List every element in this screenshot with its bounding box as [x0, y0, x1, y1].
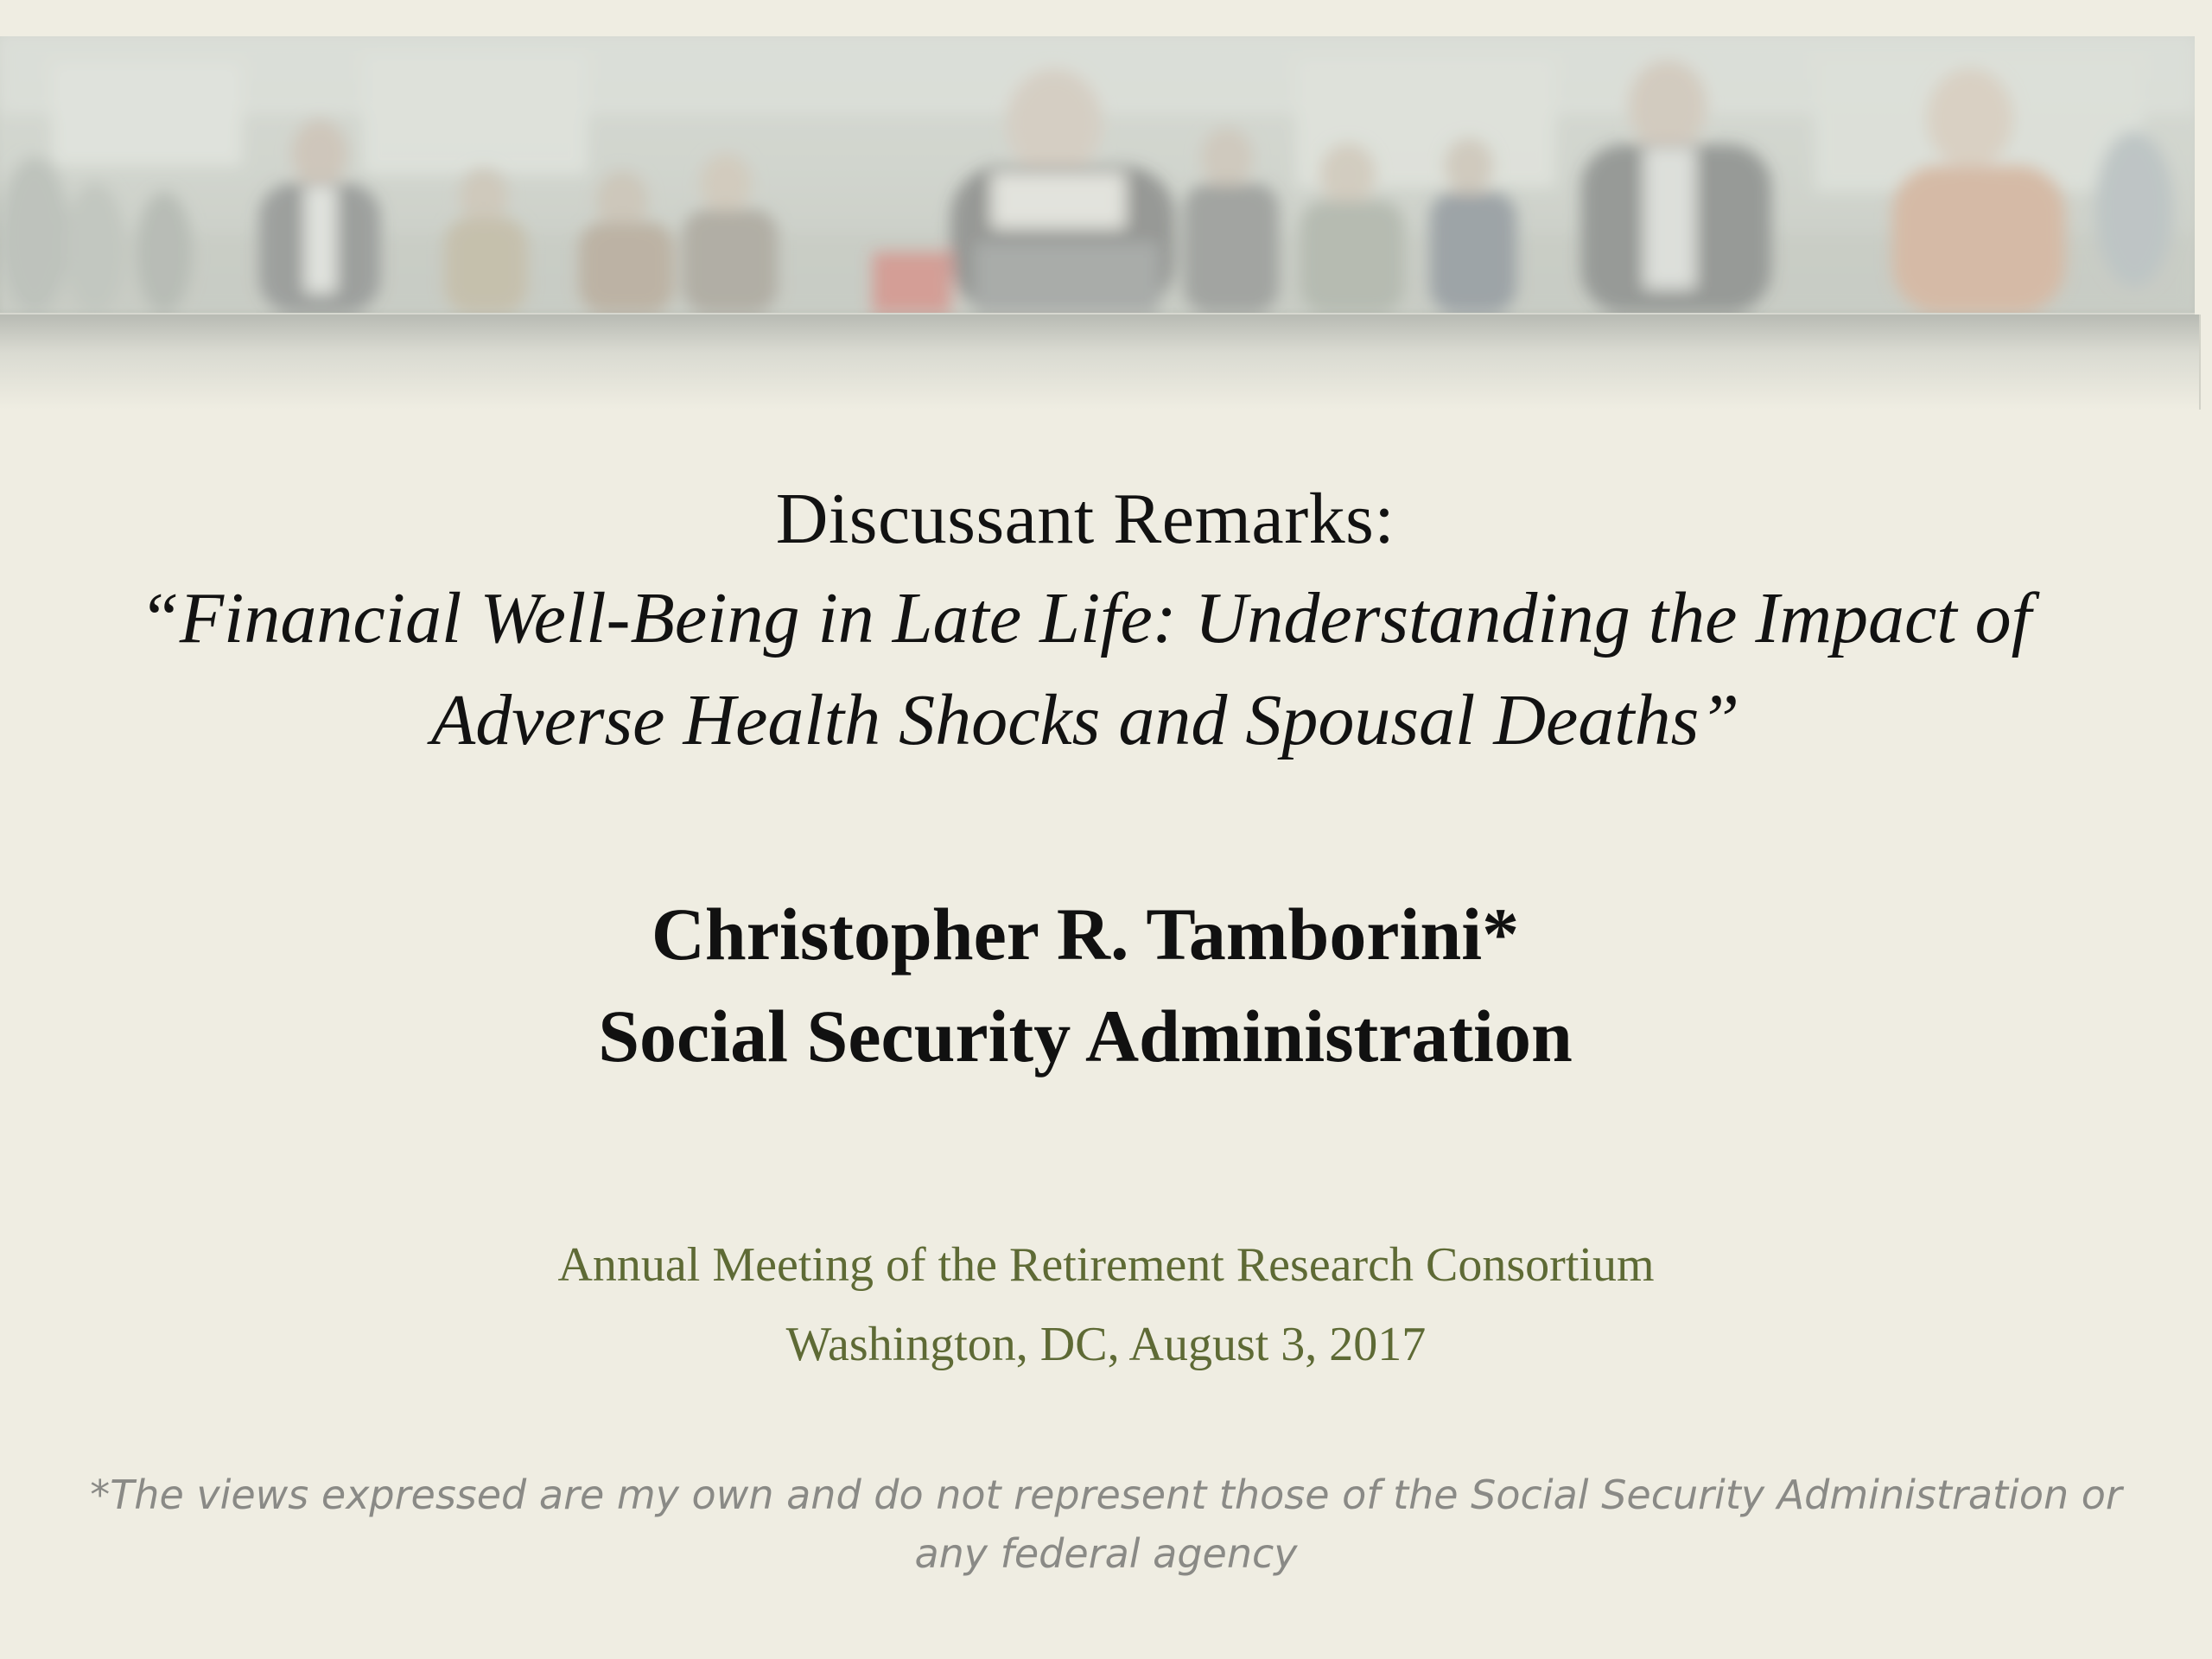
paper-title-line-2: Adverse Health Shocks and Spousal Deaths”	[430, 680, 1740, 760]
banner-crowd-photo	[0, 36, 2195, 315]
author-name: Christopher R. Tamborini*	[651, 893, 1520, 976]
event-name: Annual Meeting of the Retirement Research Consortium	[557, 1238, 1655, 1292]
event-location-date: Washington, DC, August 3, 2017	[785, 1318, 1427, 1371]
event-block	[0, 1225, 2212, 1384]
slide-title: Discussant Remarks:	[775, 479, 1395, 559]
banner-reflection	[0, 315, 2201, 410]
author-affiliation: Social Security Administration	[598, 995, 1573, 1077]
disclaimer-note: *The views expressed are my own and do not represent those of the Social Security Administration or any federal agency	[90, 1471, 2122, 1577]
author-block	[0, 883, 2171, 1087]
title-block	[0, 471, 2171, 772]
paper-title-line-1: “Financial Well-Being in Late Life: Understanding the Impact of	[139, 578, 2031, 658]
banner-photo-veil	[0, 36, 2195, 313]
